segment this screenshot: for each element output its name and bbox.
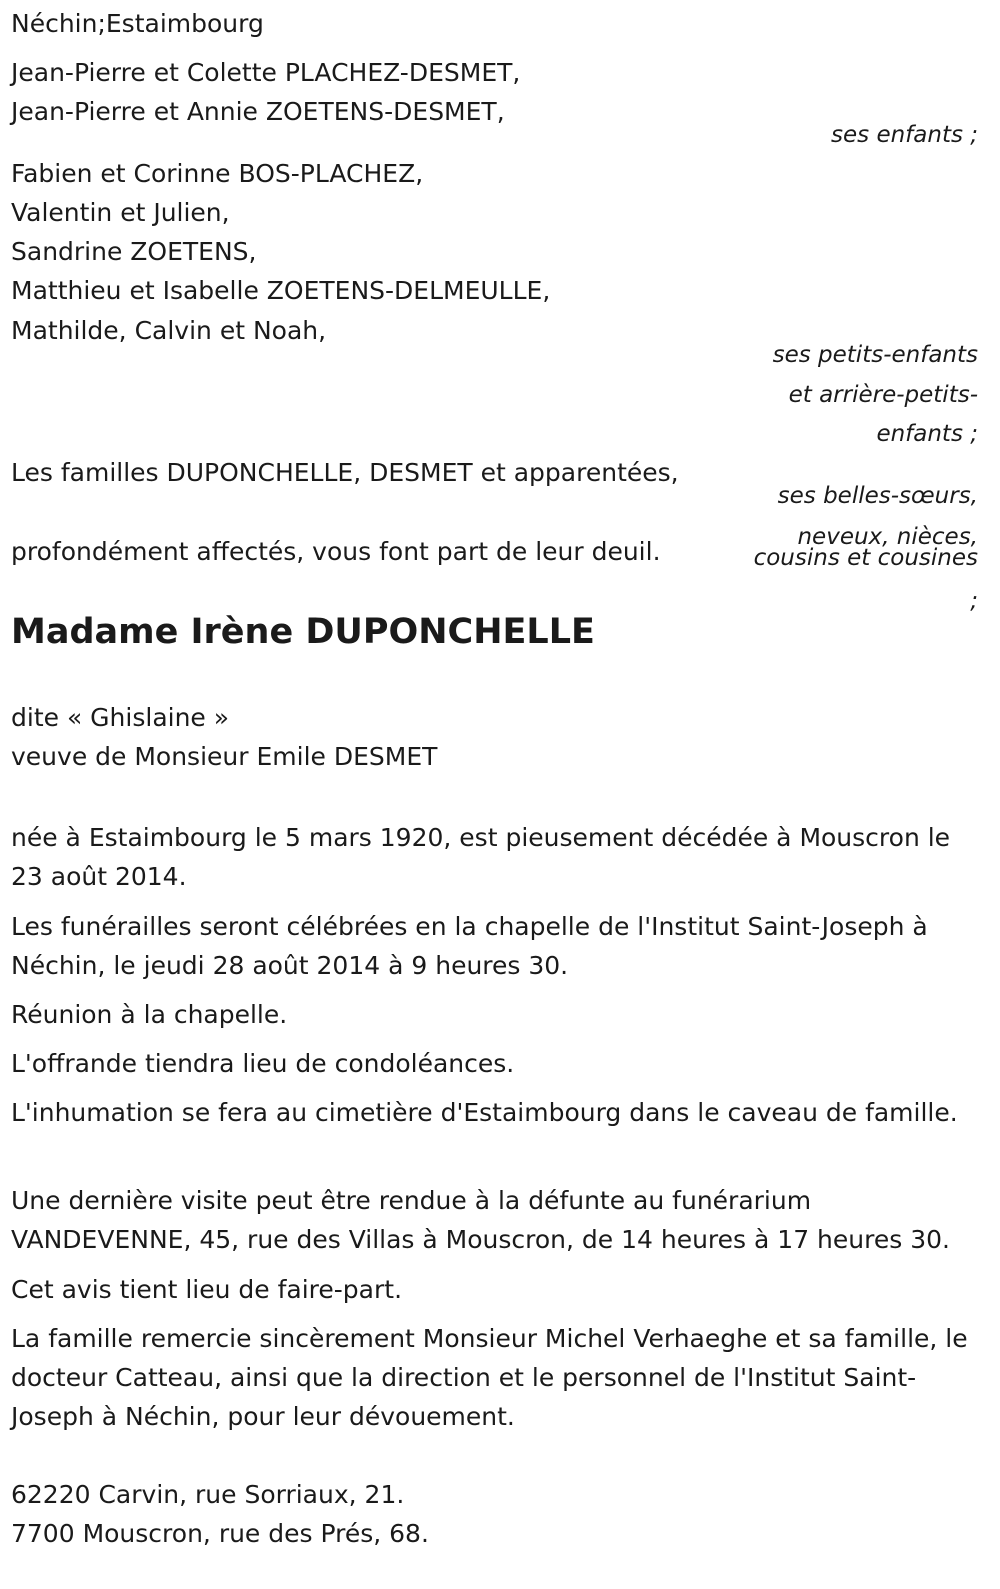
address-line: 62220 Carvin, rue Sorriaux, 21. <box>11 1480 405 1509</box>
deceased-name: Madame Irène DUPONCHELLE <box>11 612 595 652</box>
grandchild-line: Fabien et Corinne BOS-PLACHEZ, <box>11 159 424 188</box>
child-line: Jean-Pierre et Colette PLACHEZ-DESMET, <box>11 58 521 87</box>
role-grandchildren: ses petits-enfants <box>772 342 978 368</box>
detail-paragraph: Cet avis tient lieu de faire-part. <box>11 1275 403 1304</box>
detail-paragraph: L'offrande tiendra lieu de condoléances. <box>11 1049 515 1078</box>
deceased-nickname: dite « Ghislaine » <box>11 703 230 732</box>
grandchild-line: Matthieu et Isabelle ZOETENS-DELMEULLE, <box>11 276 551 305</box>
role-children: ses enfants ; <box>831 122 978 148</box>
announcement-line: profondément affectés, vous font part de leur deuil. <box>11 537 661 566</box>
detail-paragraph: Les funérailles seront célébrées en la chapelle de l'Institut Saint-Joseph à Néchin, le jeudi 28 août 2014 à 9 heures 30. <box>11 912 928 980</box>
role-families: cousins et cousines <box>753 545 978 571</box>
role-families: ; <box>970 588 978 614</box>
families-line: Les familles DUPONCHELLE, DESMET et apparentées, <box>11 458 679 487</box>
grandchild-line: Valentin et Julien, <box>11 198 230 227</box>
detail-paragraph: L'inhumation se fera au cimetière d'Estaimbourg dans le caveau de famille. <box>11 1098 958 1127</box>
role-families: ses belles-sœurs, <box>777 483 978 509</box>
grandchild-line: Mathilde, Calvin et Noah, <box>11 316 327 345</box>
role-grandchildren: enfants ; <box>876 421 978 447</box>
role-grandchildren: et arrière-petits- <box>788 382 978 408</box>
detail-paragraph: La famille remercie sincèrement Monsieur Michel Verhaeghe et sa famille, le docteur Catteau, ainsi que la direction et le personnel de l'Institut Saint-Joseph à Néchin, pour leur dévouement. <box>11 1324 968 1431</box>
grandchild-line: Sandrine ZOETENS, <box>11 237 257 266</box>
role-families: neveux, nièces, <box>797 524 978 550</box>
deceased-widow-of: veuve de Monsieur Emile DESMET <box>11 742 438 771</box>
detail-paragraph: née à Estaimbourg le 5 mars 1920, est pieusement décédée à Mouscron le 23 août 2014. <box>11 823 951 891</box>
location-header: Néchin;Estaimbourg <box>11 9 264 38</box>
detail-paragraph: Une dernière visite peut être rendue à la défunte au funérarium VANDEVENNE, 45, rue des Villas à Mouscron, de 14 heures à 17 heures 30. <box>11 1186 950 1254</box>
detail-paragraph: Réunion à la chapelle. <box>11 1000 288 1029</box>
child-line: Jean-Pierre et Annie ZOETENS-DESMET, <box>11 97 505 126</box>
address-line: 7700 Mouscron, rue des Prés, 68. <box>11 1519 429 1548</box>
